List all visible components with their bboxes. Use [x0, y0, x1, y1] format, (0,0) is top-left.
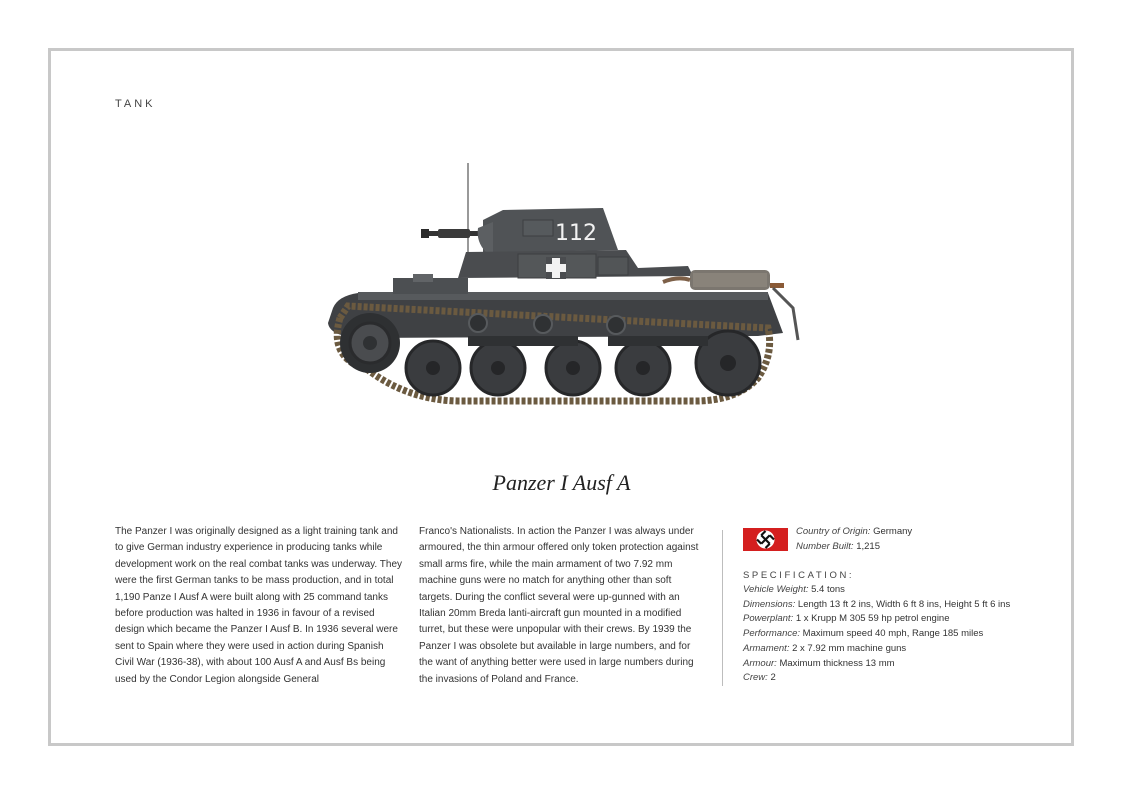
specification-list [743, 583, 1010, 686]
spec-item [743, 612, 1010, 627]
spec-label: Powerplant: [743, 613, 794, 625]
spec-value: 2 [770, 672, 776, 684]
origin-info [796, 524, 912, 554]
spec-item [743, 627, 1010, 642]
built-value: 1,215 [856, 541, 880, 552]
spec-value: Length 13 ft 2 ins, Width 6 ft 8 ins, Height 5 ft 6 ins [797, 598, 1011, 610]
country-value: Germany [873, 526, 913, 537]
spec-label: Performance: [743, 628, 801, 640]
spec-label: Armour: [743, 657, 777, 669]
spec-value: Maximum speed 40 mph, Range 185 miles [802, 628, 984, 640]
spec-label: Vehicle Weight: [743, 584, 809, 595]
spec-value: 2 x 7.92 mm machine guns [792, 642, 907, 654]
spec-label: Dimensions: [743, 598, 796, 610]
spec-item [743, 657, 1010, 672]
tank-illustration [318, 158, 808, 410]
spec-item [743, 598, 1010, 613]
spec-item [743, 642, 1010, 657]
spec-label: Armament: [743, 642, 790, 654]
balkenkreuz-icon [546, 257, 566, 279]
specification-heading: SPECIFICATION: [743, 570, 855, 581]
spec-item [743, 671, 1010, 686]
turret-number: 112 [555, 221, 597, 246]
column-divider [722, 530, 723, 686]
spec-label: Crew: [743, 672, 768, 684]
vehicle-title: Panzer I Ausf A [492, 470, 631, 495]
country-label: Country of Origin: [796, 526, 871, 537]
spec-value: 5.4 tons [811, 584, 845, 595]
description-column-2: Franco's Nationalists. In action the Panzer I was always under armoured, the thin armour offered only token protection against small arms fire, while the main armament of two 7.92 mm machine guns were no match for anything other than soft targets. During the conflict several were up-gunned with an Italian 20mm Breda lanti-aircraft gun mounted in a modified turret, but these were unpopular with their crews. By 1939 the Panzer I was obsolete but available in large numbers, and for the want of anything better were used in large numbers during the invasions of Poland and France. [419, 526, 699, 685]
german-flag-icon [743, 528, 788, 551]
spec-value: Maximum thickness 13 mm [779, 657, 895, 669]
description-column-1: The Panzer I was originally designed as a light training tank and to give German industry experience in producing tanks while development work on the real combat tanks was underway. They were the first German tanks to be mass production, and in total 1,190 Panze I Ausf A were built along with 25 command tanks before production was halted in 1936 in favour of a revised design which became the Panzer I Ausf B. In 1936 several were sent to Spain where they were used in action during Spanish Civil War (1936-38), with about 100 Ausf A and Ausf Bs being used by the Condor Legion alongside General [115, 526, 403, 685]
spec-item [743, 583, 1010, 598]
category-label: TANK [115, 98, 156, 110]
spec-value: 1 x Krupp M 305 59 hp petrol engine [795, 613, 950, 625]
built-label: Number Built: [796, 541, 854, 552]
